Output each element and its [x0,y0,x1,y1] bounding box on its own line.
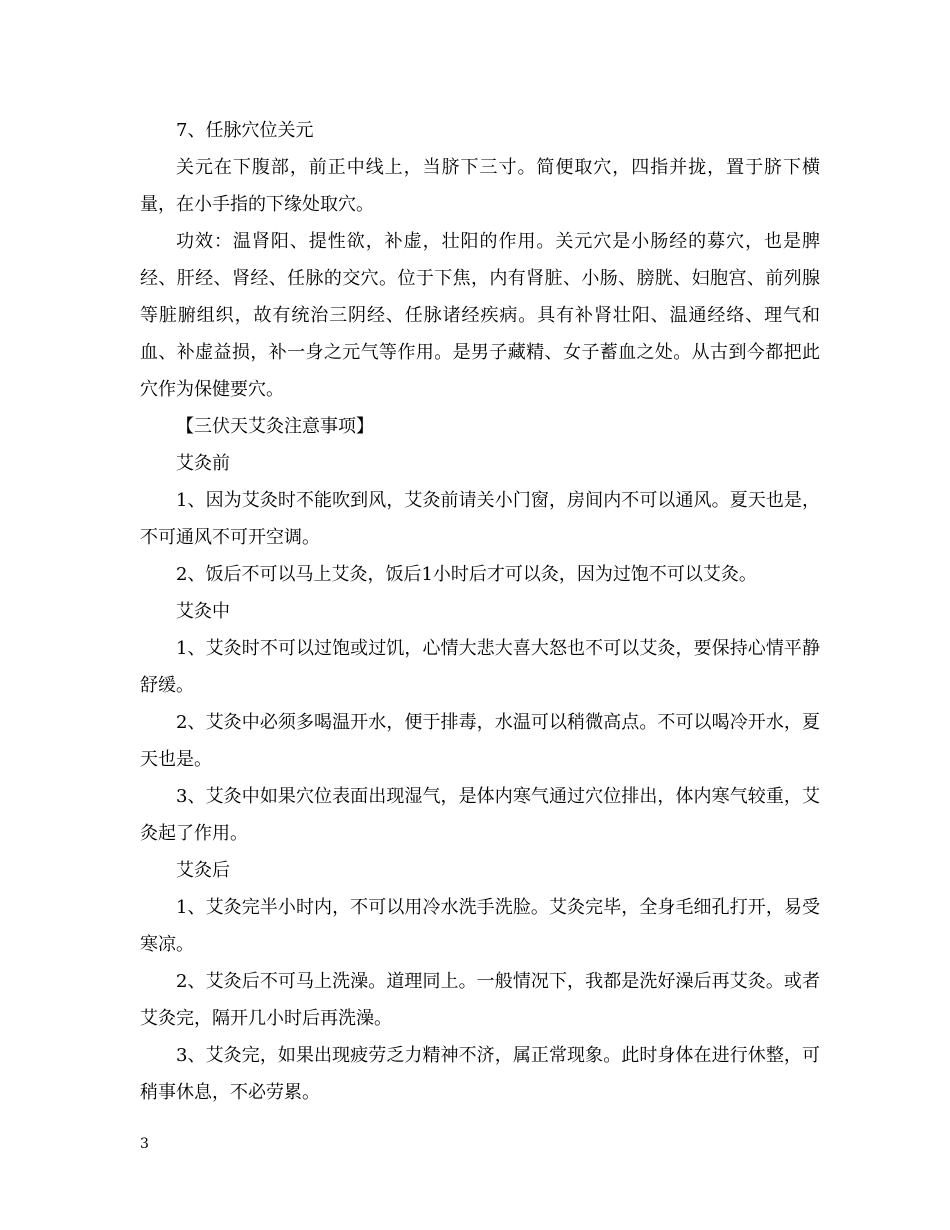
page-number: 3 [140,1136,149,1152]
document-body [140,112,820,1111]
subheading-before: 艾灸前 [176,453,230,474]
paragraph-after-1: 1、艾灸完半小时内，不可以用冷水洗手洗脸。艾灸完毕，全身毛细孔打开，易受寒凉。 [140,897,820,955]
paragraph-during-3: 3、艾灸中如果穴位表面出现湿气，是体内寒气通过穴位排出，体内寒气较重，艾灸起了作用。 [140,786,820,844]
section-heading-guanyuan: 7、任脉穴位关元 [176,120,314,141]
paragraph-during-2: 2、艾灸中必须多喝温开水，便于排毒，水温可以稍微高点。不可以喝冷开水，夏天也是。 [140,712,820,770]
paragraph-after-3: 3、艾灸完，如果出现疲劳乏力精神不济，属正常现象。此时身体在进行休整，可稍事休息，不必劳累。 [140,1045,820,1103]
subheading-after: 艾灸后 [176,860,230,881]
paragraph-after-2: 2、艾灸后不可马上洗澡。道理同上。一般情况下，我都是洗好澡后再艾灸。或者艾灸完，隔开几小时后再洗澡。 [140,971,820,1029]
paragraph-location: 关元在下腹部，前正中线上，当脐下三寸。简便取穴，四指并拢，置于脐下横量，在小手指的下缘处取穴。 [140,157,820,215]
paragraph-during-1: 1、艾灸时不可以过饱或过饥，心情大悲大喜大怒也不可以艾灸，要保持心情平静舒缓。 [140,638,820,696]
paragraph-before-2: 2、饭后不可以马上艾灸，饭后1小时后才可以灸，因为过饱不可以艾灸。 [176,564,757,585]
section-heading-precautions: 【三伏天艾灸注意事项】 [176,416,374,437]
subheading-during: 艾灸中 [176,601,230,622]
paragraph-effects: 功效：温肾阳、提性欲，补虚，壮阳的作用。关元穴是小肠经的募穴，也是脾经、肝经、肾经、任脉的交穴。位于下焦，内有肾脏、小肠、膀胱、妇胞宫、前列腺等脏腑组织，故有统治三阴经、任脉诸经疾病。具有补肾壮阳、温通经络、理气和血、补虚益损，补一身之元气等作用。是男子藏精、女子蓄血之处。从古到今都把此穴作为保健要穴。 [140,231,820,400]
paragraph-before-1: 1、因为艾灸时不能吹到风，艾灸前请关小门窗，房间内不可以通风。夏天也是，不可通风不可开空调。 [140,490,820,548]
